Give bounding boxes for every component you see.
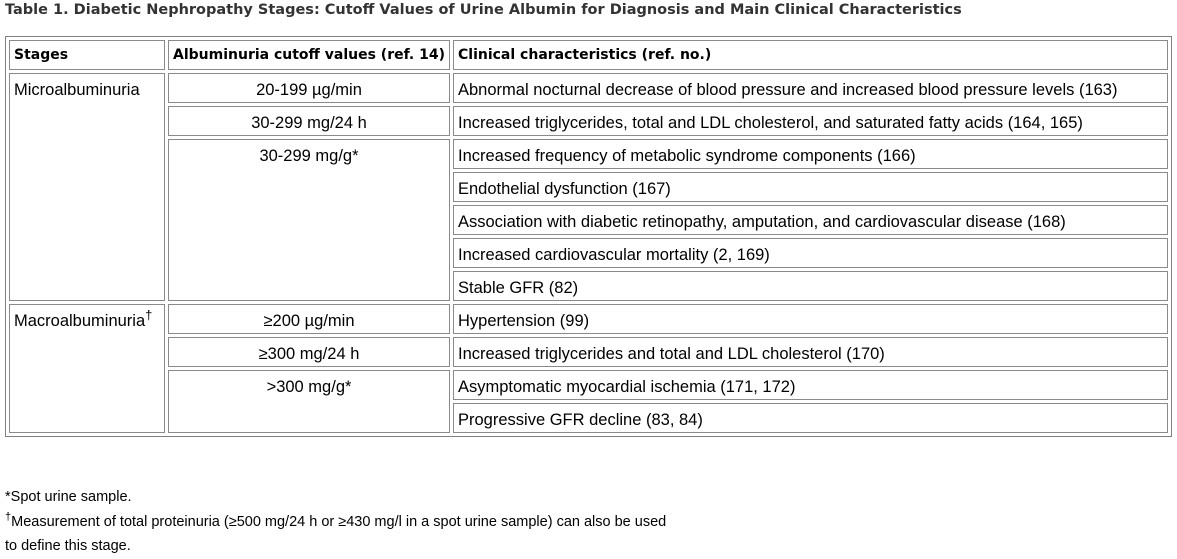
characteristic-cell: Stable GFR (82)	[453, 271, 1168, 301]
stage-cell-macro	[9, 304, 165, 433]
nephropathy-table	[5, 36, 1172, 437]
stage-cell-micro	[9, 73, 165, 301]
characteristic-cell: Increased triglycerides, total and LDL cholesterol, and saturated fatty acids (164, 165)	[453, 106, 1168, 136]
table-row	[9, 139, 1168, 169]
cutoff-cell: 30-299 mg/24 h	[168, 106, 450, 136]
characteristic-cell: Endothelial dysfunction (167)	[453, 172, 1168, 202]
footnotes	[5, 485, 666, 559]
table-row	[9, 370, 1168, 400]
table-title: Table 1. Diabetic Nephropathy Stages: Cutoff Values of Urine Albumin for Diagnosis and Main Clinical Characteristics	[5, 2, 962, 18]
footnote-dagger	[5, 510, 666, 535]
characteristic-cell: Abnormal nocturnal decrease of blood pressure and increased blood pressure levels (163)	[453, 73, 1168, 103]
characteristic-cell: Increased triglycerides and total and LDL cholesterol (170)	[453, 337, 1168, 367]
table-row	[9, 304, 1168, 334]
characteristic-cell: Increased cardiovascular mortality (2, 169)	[453, 238, 1168, 268]
table-row	[9, 73, 1168, 103]
header-row	[9, 40, 1168, 70]
table-row	[9, 106, 1168, 136]
cutoff-cell: >300 mg/g*	[168, 370, 450, 433]
stage-label: Macroalbuminuria	[14, 312, 146, 330]
cutoff-cell: 30-299 mg/g*	[168, 139, 450, 301]
header-clinical: Clinical characteristics (ref. no.)	[453, 40, 1168, 70]
footnote-dagger-mark: †	[5, 510, 12, 523]
footnote-dagger-line2: to define this stage.	[5, 538, 131, 554]
cutoff-cell: ≥200 µg/min	[168, 304, 450, 334]
footnote-dagger-line1: Measurement of total proteinuria (≥500 mg/24 h or ≥430 mg/l in a spot urine sample) can also be used	[11, 513, 667, 530]
characteristic-cell: Asymptomatic myocardial ischemia (171, 172)	[453, 370, 1168, 400]
header-stages: Stages	[9, 40, 165, 70]
characteristic-cell: Hypertension (99)	[453, 304, 1168, 334]
stage-label: Microalbuminuria	[14, 81, 140, 99]
characteristic-cell: Association with diabetic retinopathy, amputation, and cardiovascular disease (168)	[453, 205, 1168, 235]
cutoff-cell: 20-199 µg/min	[168, 73, 450, 103]
table-row	[9, 337, 1168, 367]
header-cutoff: Albuminuria cutoff values (ref. 14)	[168, 40, 450, 70]
stage-mark: †	[145, 307, 153, 323]
characteristic-cell: Progressive GFR decline (83, 84)	[453, 403, 1168, 433]
footnote-spot: *Spot urine sample.	[5, 489, 132, 505]
characteristic-cell: Increased frequency of metabolic syndrome components (166)	[453, 139, 1168, 169]
cutoff-cell: ≥300 mg/24 h	[168, 337, 450, 367]
